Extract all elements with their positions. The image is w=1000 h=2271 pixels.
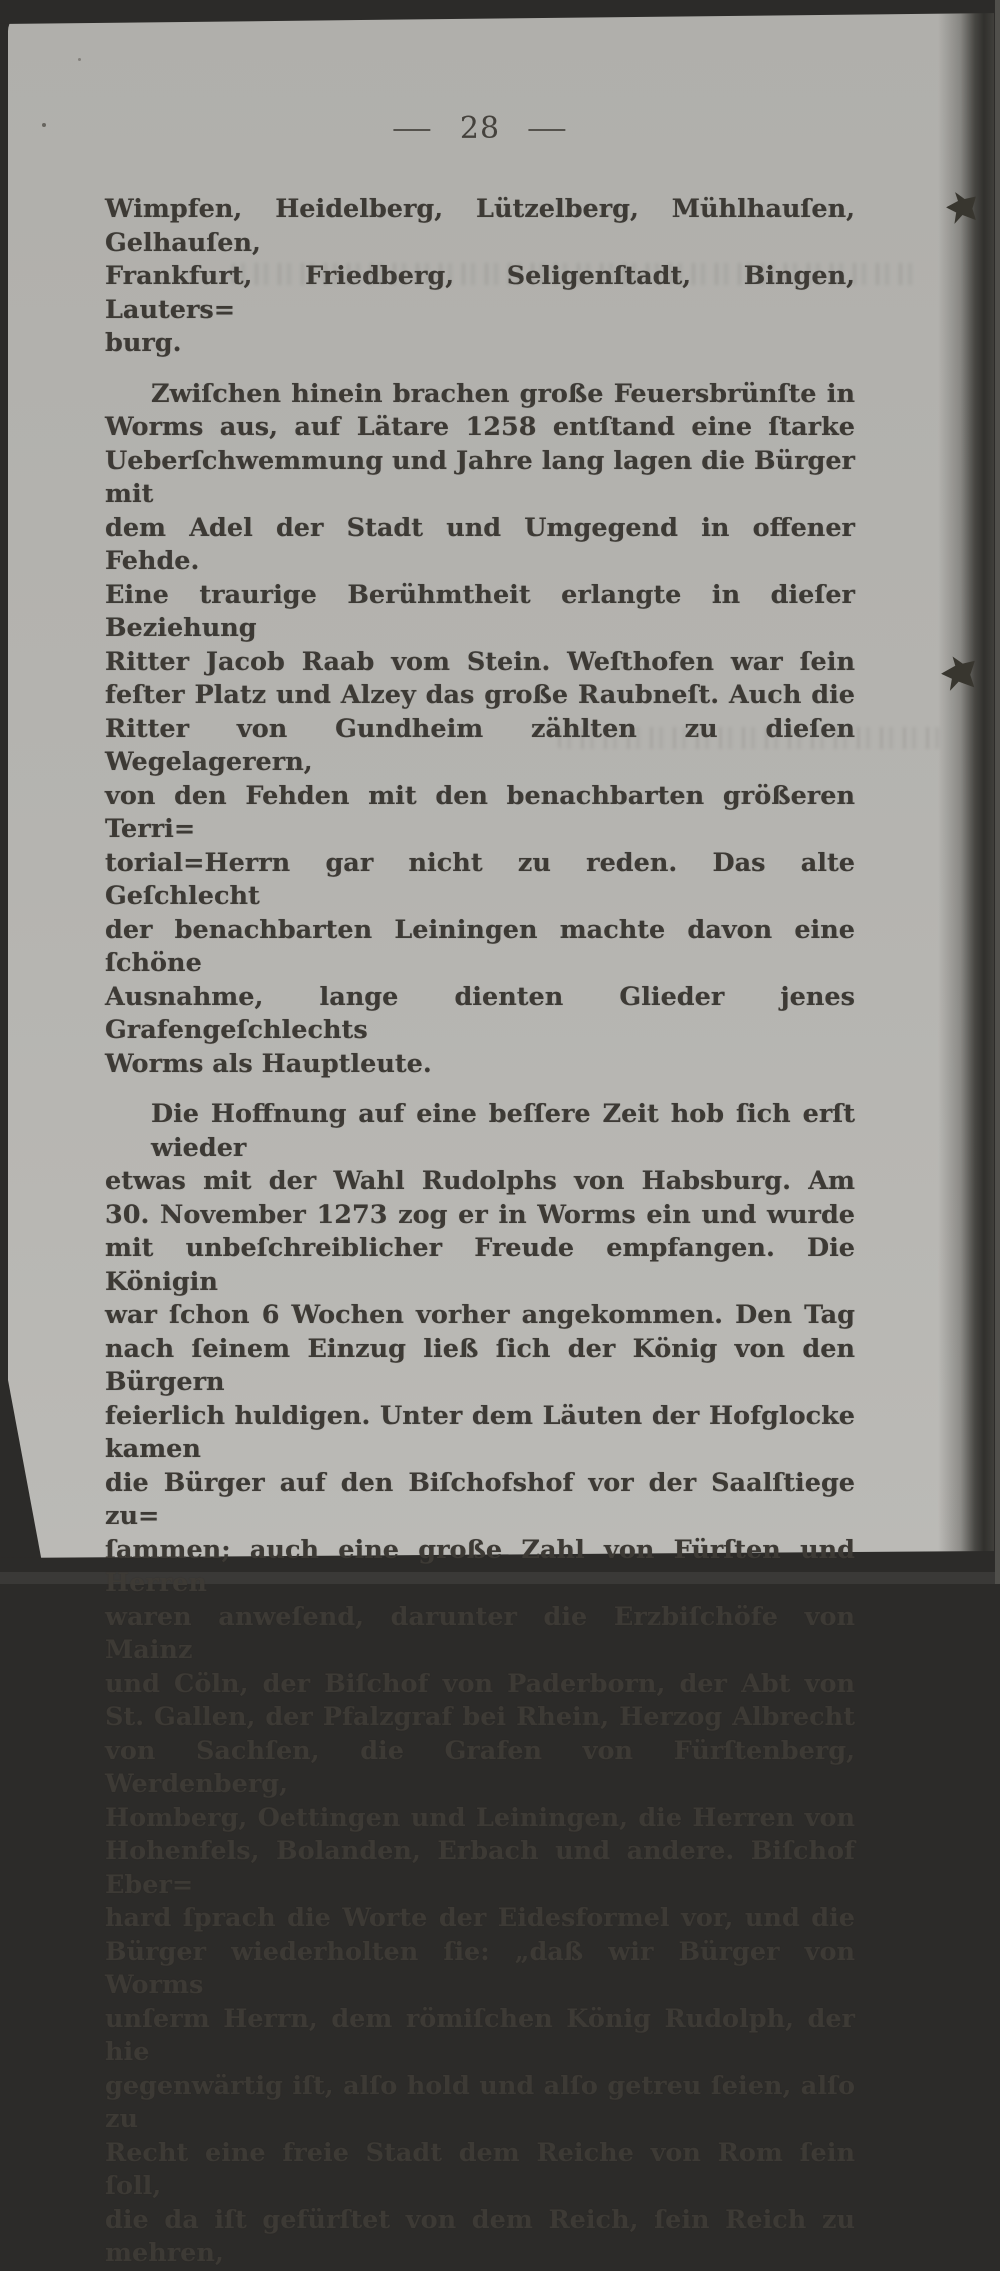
text-line: Worms als Hauptleute. (105, 1048, 432, 1079)
header-dash-right: — (526, 111, 569, 146)
text-line: Die Hoffnung auf eine beſſere Zeit hob ſich erſt wieder (151, 1099, 855, 1163)
text-line: die da iſt gefürſtet von dem Reich, ſein Reich zu mehren, (105, 2204, 855, 2268)
text-line: ſammen; auch eine große Zahl von Fürſten und Herren (105, 1534, 855, 1598)
page-edge-shadow (938, 13, 994, 1565)
text-line: Bürger wiederholten ſie: „daß wir Bürger von Worms (105, 1936, 855, 2000)
text-line: 30. November 1273 zog er in Worms ein und wurde (105, 1199, 855, 1230)
text-line: Homberg, Oettingen und Leiningen, die Herren von (105, 1802, 855, 1833)
text-line: mit unbeſchreiblicher Freude empfangen. Die Königin (105, 1233, 855, 1297)
text-line: von den Fehden mit den benachbarten größeren Terri= (105, 780, 855, 844)
page-number: 28 (459, 111, 501, 146)
text-line: unſerm Herrn, dem römiſchen König Rudolph, der hie (105, 2003, 855, 2067)
text-line: gegenwärtig iſt, alſo hold und alſo getreu ſeien, alſo zu (105, 2070, 855, 2134)
text-line: Eine traurige Berühmtheit erlangte in dieſer Beziehung (105, 579, 855, 643)
text-line: nach ſeinem Einzug ließ ſich der König von den Bürgern (105, 1333, 855, 1397)
text-line: feſter Platz und Alzey das große Raubneſt. Auch die (105, 680, 855, 710)
scanner-edge (995, 0, 1000, 1584)
text-line: etwas mit der Wahl Rudolphs von Habsburg. Am (105, 1166, 855, 1196)
paragraph (105, 1098, 855, 2271)
text-line: und Cöln, der Biſchof von Paderborn, der Abt von (105, 1668, 855, 1699)
text-line: Wimpfen, Heidelberg, Lützelberg, Mühlhauſen, Gelhauſen, (105, 194, 855, 258)
scan-background-left (0, 0, 8, 1584)
header-dash-left: — (391, 111, 434, 146)
text-line: Ritter von Gundheim zählten zu dieſen Wegelagerern, (105, 713, 855, 777)
page-header (105, 111, 855, 146)
text-line: Hohenfels, Bolanden, Erbach und andere. Biſchof Eber= (105, 1836, 855, 1900)
paper-speck (42, 123, 46, 127)
text-line: Zwiſchen hinein brachen große Feuersbrünſte in (151, 378, 855, 409)
text-line: Worms aus, auf Lätare 1258 entſtand eine ſtarke (105, 412, 855, 442)
text-line: St. Gallen, der Pfalzgraf bei Rhein, Herzog Albrecht (105, 1702, 855, 1732)
text-line: dem Adel der Stadt und Umgegend in offener Fehde. (105, 512, 855, 576)
text-line: Ueberſchwemmung und Jahre lang lagen die Bürger mit (105, 445, 855, 509)
text-line: waren anweſend, darunter die Erzbiſchöfe von Mainz (105, 1601, 855, 1665)
text-line: Ausnahme, lange dienten Glieder jenes Grafengeſchlechts (105, 981, 855, 1045)
text-line: burg. (105, 328, 182, 358)
text-line: hard ſprach die Worte der Eidesformel vor, und die (105, 1903, 855, 1933)
text-line: von Sachſen, die Grafen von Fürſtenberg, Werdenberg, (105, 1735, 855, 1799)
text-line: Ritter Jacob Raab vom Stein. Weſthofen war ſein (105, 646, 855, 677)
text-line: der benachbarten Leiningen machte davon eine ſchöne (105, 914, 855, 978)
bleed-through-smudge (232, 263, 920, 285)
text-line: war ſchon 6 Wochen vorher angekommen. Den Tag (105, 1300, 855, 1330)
text-line: die Bürger auf den Biſchofshof vor der Saalſtiege zu= (105, 1467, 855, 1531)
text-line: feierlich huldigen. Unter dem Läuten der Hofglocke kamen (105, 1400, 855, 1464)
text-line: torial=Herrn gar nicht zu reden. Das alte Geſchlecht (105, 847, 855, 911)
text-line: Frankfurt, Friedberg, Seligenſtadt, Bingen, Lauters= (105, 261, 855, 325)
text-line: Recht eine freie Stadt dem Reiche von Rom ſein ſoll, (105, 2137, 855, 2201)
body-text (105, 193, 855, 2271)
bleed-through-smudge (558, 727, 940, 749)
paper-speck (78, 58, 81, 61)
